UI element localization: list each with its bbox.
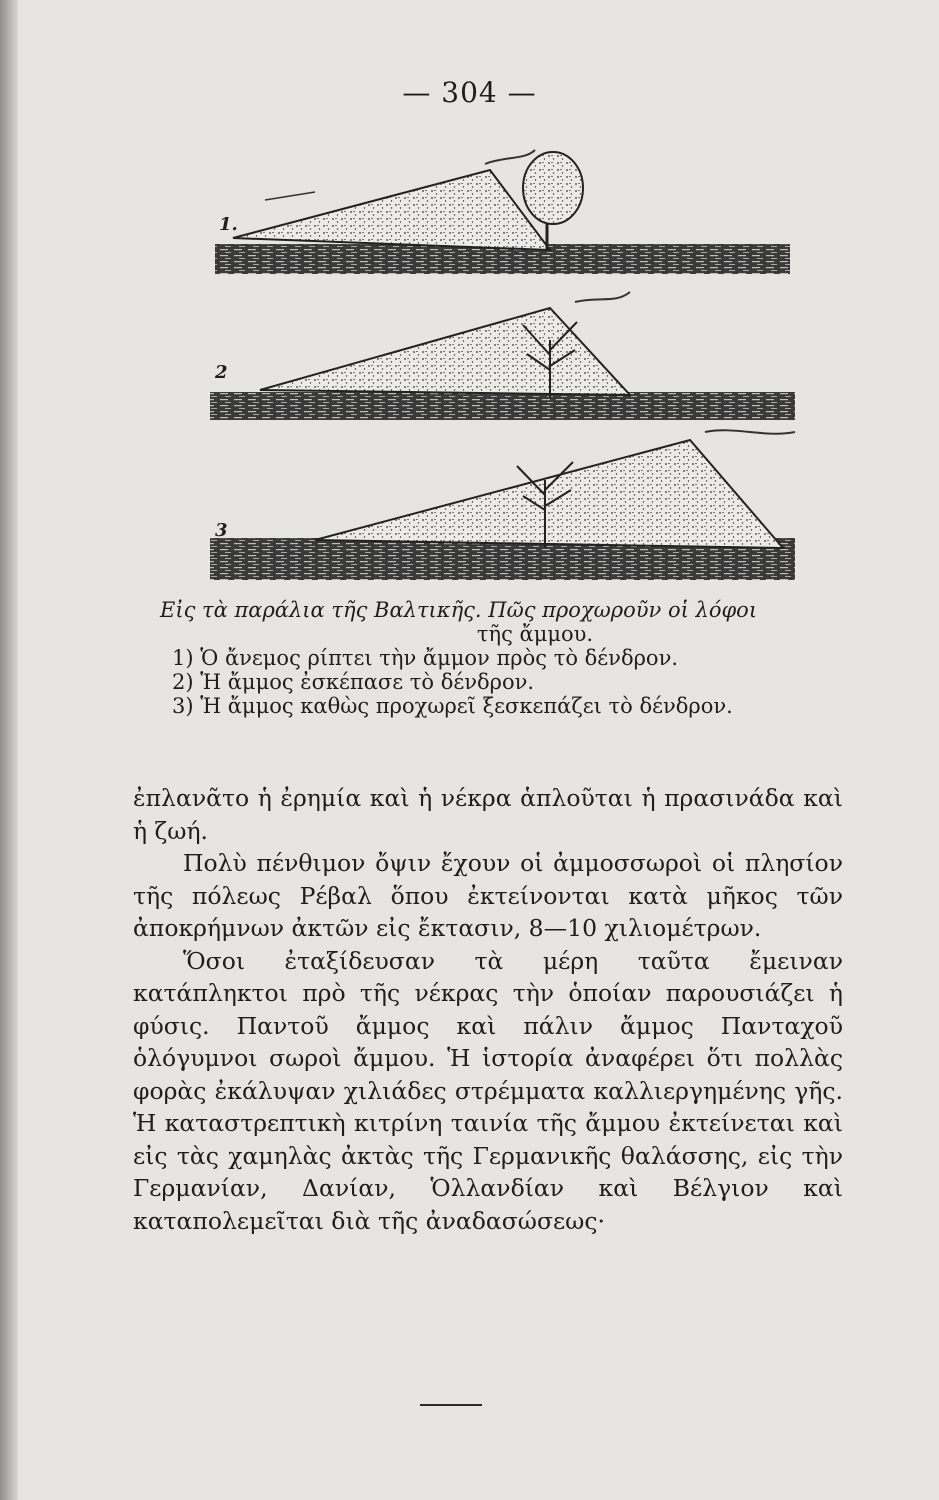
- figure-label-1: 1.: [219, 214, 238, 235]
- wind-stroke-1b: [265, 192, 315, 200]
- paragraph-2: Πολὺ πένθιμον ὄψιν ἔχουν οἱ ἀμμοσσωροὶ οἱ πλησίον τῆς πόλεως Ρέβαλ ὅπου ἐκτείνονται κατὰ μῆκος τῶν ἀποκρήμνων ἀκτῶν εἰς ἔκτασιν, 8—10 χιλιομέτρων.: [133, 849, 843, 942]
- page-shadow-edge: [0, 0, 18, 1500]
- caption-item-3: 3) Ἡ ἄμμος καθὼς προχωρεῖ ξεσκεπάζει τὸ δένδρον.: [172, 694, 733, 718]
- body-text: [133, 782, 843, 1237]
- wind-stroke-1: [485, 150, 535, 164]
- ground-layer-2: [210, 392, 795, 420]
- paragraph-3: Ὅσοι ἐταξίδευσαν τὰ μέρη ταῦτα ἔμειναν κατάπληκτοι πρὸ τῆς νέκρας τὴν ὁποίαν παρουσιάζει ἡ φύσις. Παντοῦ ἄμμος καὶ πάλιν ἄμμος Πανταχοῦ ὁλόγυμνοι σωροὶ ἄμμου. Ἡ ἱστορία ἀναφέρει ὅτι πολλὰς φορὰς ἐκάλυψαν χιλιάδες στρέμματα καλλιεργημένης γῆς. Ἡ καταστρεπτικὴ κιτρίνη ταινία τῆς ἄμμου ἐκτείνεται καὶ εἰς τὰς χαμηλὰς ἀκτὰς τῆς Γερμανικῆς θαλάσσης, εἰς τὴν Γερμανίαν, Δανίαν, Ὁλλανδίαν καὶ Βέλγιον καὶ καταπολεμεῖται διὰ τῆς ἀναδασώσεως·: [133, 946, 843, 1235]
- paragraph-1: ἐπλανᾶτο ἡ ἐρημία καὶ ἡ νέκρα ἁπλοῦται ἡ πρασινάδα καὶ ἡ ζωή.: [133, 784, 843, 845]
- figure-label-3: 3: [215, 520, 228, 541]
- caption-item-1: 1) Ὁ ἄνεμος ρίπτει τὴν ἄμμον πρὸς τὸ δένδρον.: [172, 646, 679, 670]
- sand-dune-1: [233, 170, 550, 250]
- tree-crown-1: [523, 152, 583, 224]
- sand-dune-illustration: [205, 140, 805, 585]
- wind-stroke-2: [575, 292, 630, 302]
- scene-3: [210, 430, 795, 580]
- caption-title-continued: τῆς ἄμμου.: [476, 622, 594, 646]
- closing-rule: [420, 1404, 482, 1406]
- figure-caption: [160, 598, 850, 718]
- sand-dune-3: [315, 440, 783, 548]
- caption-title: Εἰς τὰ παράλια τῆς Βαλτικῆς. Πῶς προχωροῦν οἱ λόφοι: [160, 598, 758, 622]
- wind-stroke-3: [705, 430, 795, 433]
- scene-1: [215, 150, 790, 274]
- figure-label-2: 2: [215, 362, 228, 383]
- caption-item-2: 2) Ἡ ἄμμος ἐσκέπασε τὸ δένδρον.: [172, 670, 535, 694]
- scene-2: [210, 292, 795, 420]
- page-number: — 304 —: [402, 76, 537, 109]
